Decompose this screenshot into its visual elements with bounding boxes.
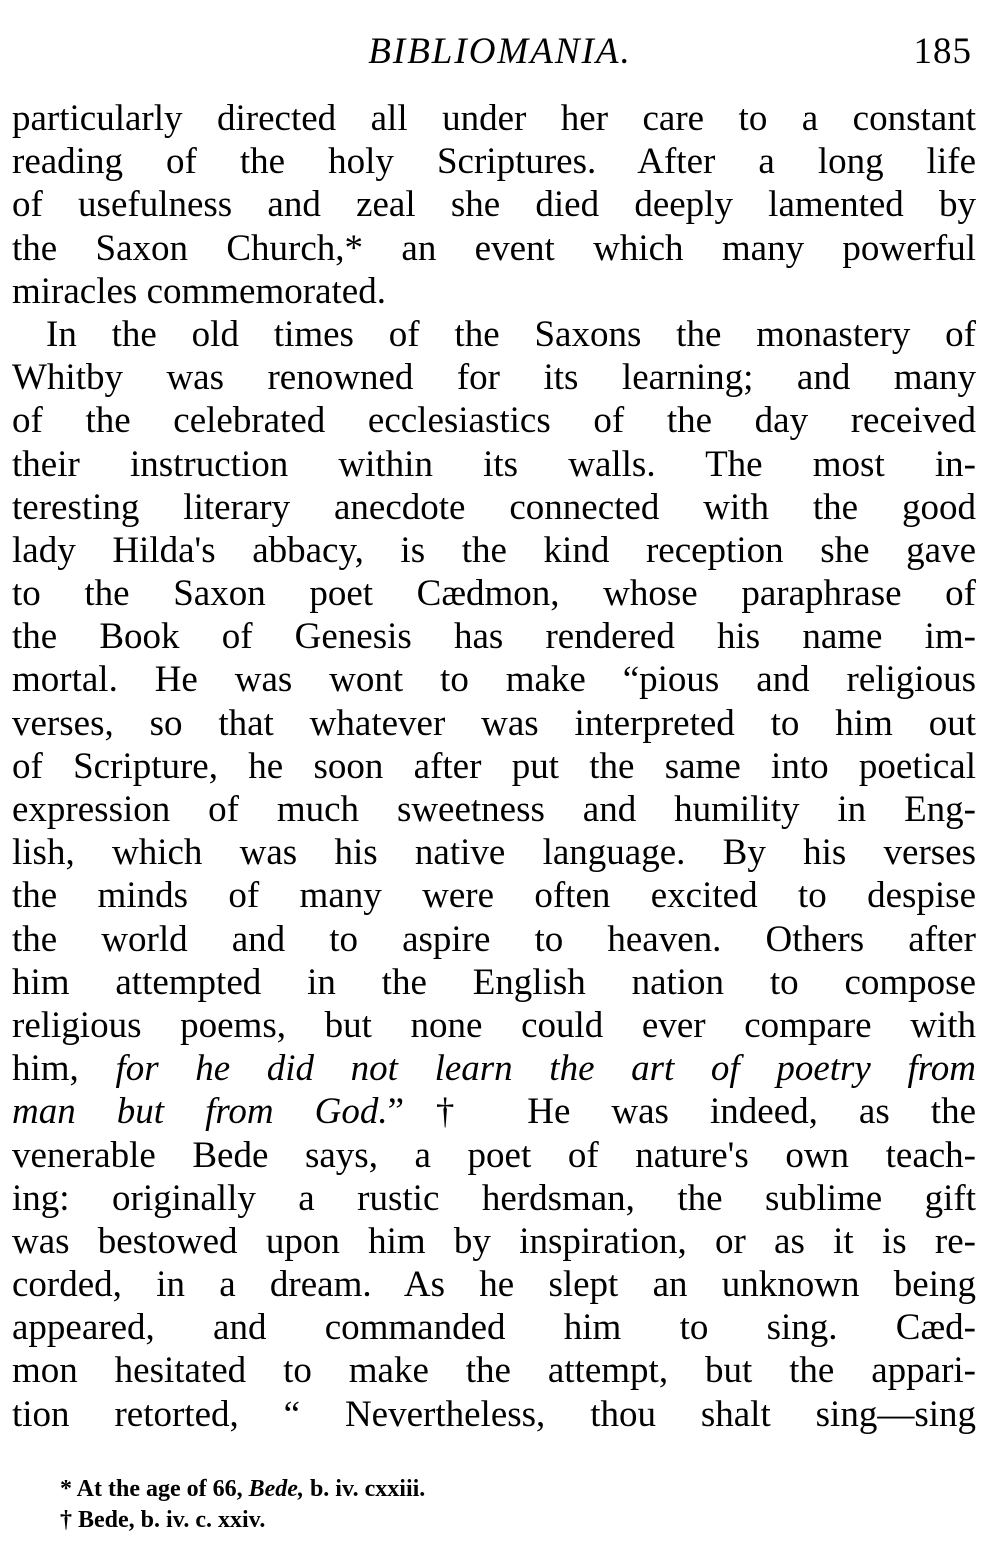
text-line: expression of much sweetness and humility in Eng-: [12, 789, 976, 830]
footnote-italic: Bede,: [248, 1476, 304, 1502]
footnote-text: * At the age of 66,: [60, 1476, 249, 1502]
footnotes: [60, 1474, 960, 1536]
text-line: In the old times of the Saxons the monastery of: [46, 313, 976, 355]
text-line: miracles commemorated.: [12, 270, 386, 312]
text-line: venerable Bede says, a poet of nature's own teach-: [12, 1134, 976, 1176]
running-title: BIBLIOMANIA.: [368, 31, 632, 72]
text-line: the Book of Genesis has rendered his name im-: [12, 616, 976, 658]
text-line: religious poems, but none could ever compare with: [12, 1004, 976, 1046]
text-line: of usefulness and zeal she died deeply lamented by: [12, 184, 976, 226]
text-line: particularly directed all under her care to a constant: [12, 98, 976, 139]
italic-quote: for he did not learn the art of poetry from: [115, 1048, 976, 1090]
text-line: tion retorted, “ Nevertheless, thou shalt sing—sing: [12, 1393, 976, 1435]
text-line: was bestowed upon him by inspiration, or as it is re-: [12, 1220, 976, 1262]
text-line: him attempted in the English nation to compose: [12, 961, 976, 1003]
text-line: lady Hilda's abbacy, is the kind reception she gave: [12, 529, 976, 571]
text-run: ”† He was indeed, as the: [387, 1091, 976, 1133]
text-line: teresting literary anecdote connected with the good: [12, 486, 976, 528]
text-line: verses, so that whatever was interpreted to him out: [12, 702, 976, 744]
text-line: to the Saxon poet Cædmon, whose paraphrase of: [12, 573, 976, 615]
text-line: Whitby was renowned for its learning; and many: [12, 357, 976, 399]
body-text: [12, 97, 976, 1436]
text-line-with-italic: [12, 1090, 976, 1133]
text-line: the world and to aspire to heaven. Others after: [12, 918, 976, 960]
text-line-with-italic: [12, 1047, 976, 1090]
text-line: lish, which was his native language. By his verses: [12, 832, 976, 874]
text-line: the Saxon Church,* an event which many powerful: [12, 227, 976, 269]
text-run: him,: [12, 1048, 116, 1090]
italic-quote: man but from God.: [12, 1091, 388, 1133]
text-line: mortal. He was wont to make “pious and religious: [12, 659, 976, 701]
footnote-text: b. iv. cxxiii.: [303, 1476, 426, 1502]
text-line: corded, in a dream. As he slept an unknown being: [12, 1264, 976, 1306]
text-line: mon hesitated to make the attempt, but the appari-: [12, 1350, 976, 1392]
text-line: reading of the holy Scriptures. After a long life: [12, 141, 976, 183]
text-line: ing: originally a rustic herdsman, the sublime gift: [12, 1177, 976, 1219]
text-line: their instruction within its walls. The most in-: [12, 443, 976, 485]
text-line: of the celebrated ecclesiastics of the day received: [12, 400, 976, 442]
text-line: of Scripture, he soon after put the same into poetical: [12, 745, 976, 787]
footnote-1: [60, 1474, 960, 1505]
footnote-2: † Bede, b. iv. c. xxiv.: [60, 1507, 266, 1533]
page-number: 185: [913, 31, 972, 72]
text-line: the minds of many were often excited to despise: [12, 875, 976, 917]
text-line: appeared, and commanded him to sing. Cæd-: [12, 1307, 976, 1349]
